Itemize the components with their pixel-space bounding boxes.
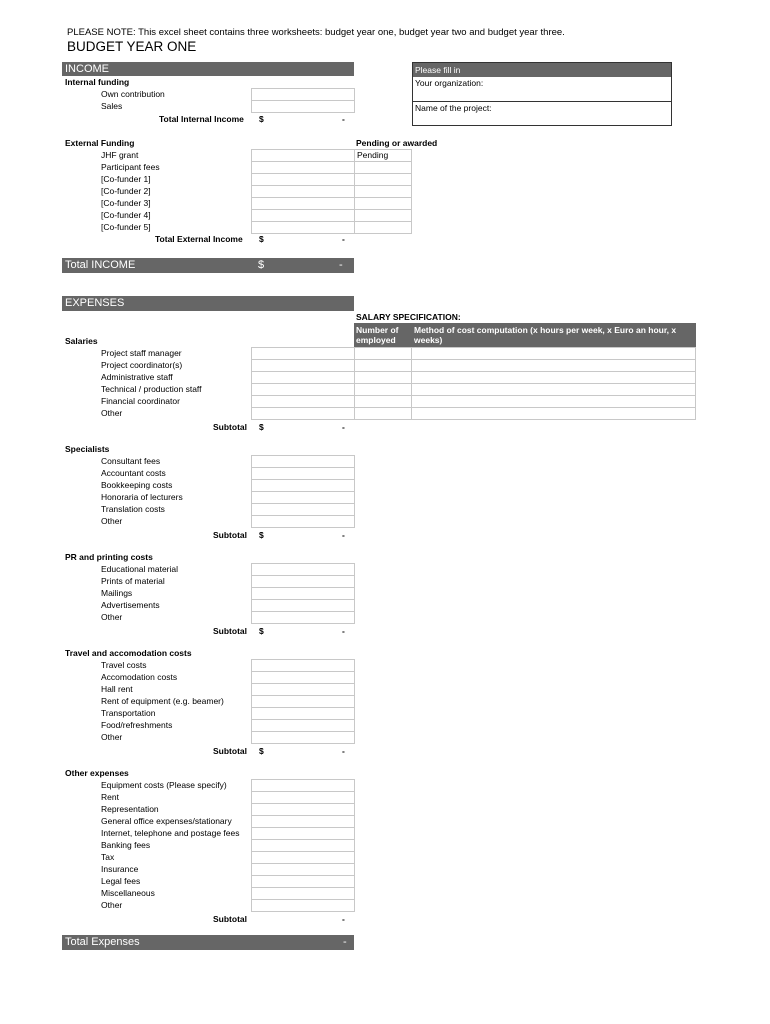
list-item: Participant fees xyxy=(101,162,160,172)
total-external-label: Total External Income xyxy=(155,234,243,244)
employed-cell[interactable] xyxy=(354,407,412,420)
section-label: Other expenses xyxy=(65,768,129,778)
list-item: Advertisements xyxy=(101,600,160,610)
organization-field[interactable]: Your organization: xyxy=(415,78,484,88)
list-item: JHF grant xyxy=(101,150,139,160)
total-expenses-value: - xyxy=(343,936,347,948)
total-expenses-bar xyxy=(62,935,354,950)
list-item: Travel costs xyxy=(101,660,147,670)
subtotal-label: Subtotal xyxy=(213,530,247,540)
subtotal-value: - xyxy=(342,746,345,756)
subtotal-value: - xyxy=(342,422,345,432)
list-item: Prints of material xyxy=(101,576,165,586)
list-item: Legal fees xyxy=(101,876,141,886)
list-item: Representation xyxy=(101,804,159,814)
note-text: PLEASE NOTE: This excel sheet contains three worksheets: budget year one, budget year two and budget year three. xyxy=(67,27,565,38)
amount-cell[interactable] xyxy=(251,899,355,912)
status-cell[interactable] xyxy=(354,221,412,234)
list-item: General office expenses/stationary xyxy=(101,816,232,826)
list-item: Accomodation costs xyxy=(101,672,178,682)
list-item: Consultant fees xyxy=(101,456,161,466)
subtotal-value: - xyxy=(342,914,345,924)
total-expenses-label: Total Expenses xyxy=(65,936,140,948)
col-number-employed: Number of employed xyxy=(354,323,412,347)
list-item: [Co-funder 1] xyxy=(101,174,151,184)
list-item: Project staff manager xyxy=(101,348,182,358)
expenses-header-label: EXPENSES xyxy=(65,297,125,309)
list-item: Hall rent xyxy=(101,684,133,694)
list-item: Honoraria of lecturers xyxy=(101,492,183,502)
section-label: Salaries xyxy=(65,336,98,346)
subtotal-currency: $ xyxy=(259,422,264,432)
subtotal-label: Subtotal xyxy=(213,626,247,636)
list-item: Other xyxy=(101,612,123,622)
total-income-bar xyxy=(62,258,354,273)
internal-funding-label: Internal funding xyxy=(65,77,130,87)
pending-header: Pending or awarded xyxy=(356,138,438,148)
list-item: Accountant costs xyxy=(101,468,166,478)
income-header xyxy=(62,62,354,76)
external-funding-label: External Funding xyxy=(65,138,135,148)
total-external-value: - xyxy=(342,234,345,244)
expenses-header xyxy=(62,296,354,311)
list-item: Rent xyxy=(101,792,119,802)
subtotal-label: Subtotal xyxy=(213,746,247,756)
list-item: Banking fees xyxy=(101,840,151,850)
list-item: Other xyxy=(101,732,123,742)
col-method: Method of cost computation (x hours per week, x Euro an hour, x weeks) xyxy=(412,323,696,347)
list-item: Mailings xyxy=(101,588,133,598)
list-item: Internet, telephone and postage fees xyxy=(101,828,240,838)
list-item: [Co-funder 2] xyxy=(101,186,151,196)
subtotal-value: - xyxy=(342,626,345,636)
list-item: [Co-funder 4] xyxy=(101,210,151,220)
list-item: Insurance xyxy=(101,864,139,874)
total-internal-label: Total Internal Income xyxy=(159,114,244,124)
salary-spec-label: SALARY SPECIFICATION: xyxy=(356,312,461,322)
list-item: Rent of equipment (e.g. beamer) xyxy=(101,696,224,706)
amount-cell[interactable] xyxy=(251,731,355,744)
subtotal-currency: $ xyxy=(259,530,264,540)
list-item: Bookkeeping costs xyxy=(101,480,173,490)
section-label: Specialists xyxy=(65,444,110,454)
total-external-currency: $ xyxy=(259,234,264,244)
subtotal-currency: $ xyxy=(259,626,264,636)
total-income-currency: $ xyxy=(258,259,265,271)
list-item: Own contribution xyxy=(101,89,165,99)
subtotal-value: - xyxy=(342,530,345,540)
method-cell[interactable] xyxy=(411,407,696,420)
total-internal-currency: $ xyxy=(259,114,264,124)
list-item: Miscellaneous xyxy=(101,888,155,898)
fill-in-box xyxy=(412,62,672,126)
amount-cell[interactable] xyxy=(251,100,355,113)
subtotal-currency: $ xyxy=(259,746,264,756)
list-item: Translation costs xyxy=(101,504,165,514)
list-item: Other xyxy=(101,900,123,910)
list-item: [Co-funder 3] xyxy=(101,198,151,208)
project-name-field[interactable]: Name of the project: xyxy=(413,101,671,125)
status-text: Pending xyxy=(357,150,389,160)
list-item: Sales xyxy=(101,101,123,111)
list-item: Other xyxy=(101,516,123,526)
amount-cell[interactable] xyxy=(251,221,355,234)
total-internal-value: - xyxy=(342,114,345,124)
income-header-label: INCOME xyxy=(65,63,109,75)
amount-cell[interactable] xyxy=(251,611,355,624)
subtotal-label: Subtotal xyxy=(213,914,247,924)
total-income-label: Total INCOME xyxy=(65,259,136,271)
list-item: Tax xyxy=(101,852,115,862)
amount-cell[interactable] xyxy=(251,407,355,420)
list-item: Transportation xyxy=(101,708,156,718)
list-item: Food/refreshments xyxy=(101,720,173,730)
section-label: PR and printing costs xyxy=(65,552,153,562)
page-title: BUDGET YEAR ONE xyxy=(67,39,197,54)
list-item: Equipment costs (Please specify) xyxy=(101,780,227,790)
amount-cell[interactable] xyxy=(251,515,355,528)
fill-in-header: Please fill in xyxy=(413,63,671,77)
list-item: Other xyxy=(101,408,123,418)
section-label: Travel and accomodation costs xyxy=(65,648,192,658)
list-item: [Co-funder 5] xyxy=(101,222,151,232)
list-item: Technical / production staff xyxy=(101,384,202,394)
list-item: Administrative staff xyxy=(101,372,173,382)
list-item: Financial coordinator xyxy=(101,396,180,406)
subtotal-label: Subtotal xyxy=(213,422,247,432)
list-item: Educational material xyxy=(101,564,179,574)
list-item: Project coordinator(s) xyxy=(101,360,183,370)
total-income-value: - xyxy=(339,259,343,271)
